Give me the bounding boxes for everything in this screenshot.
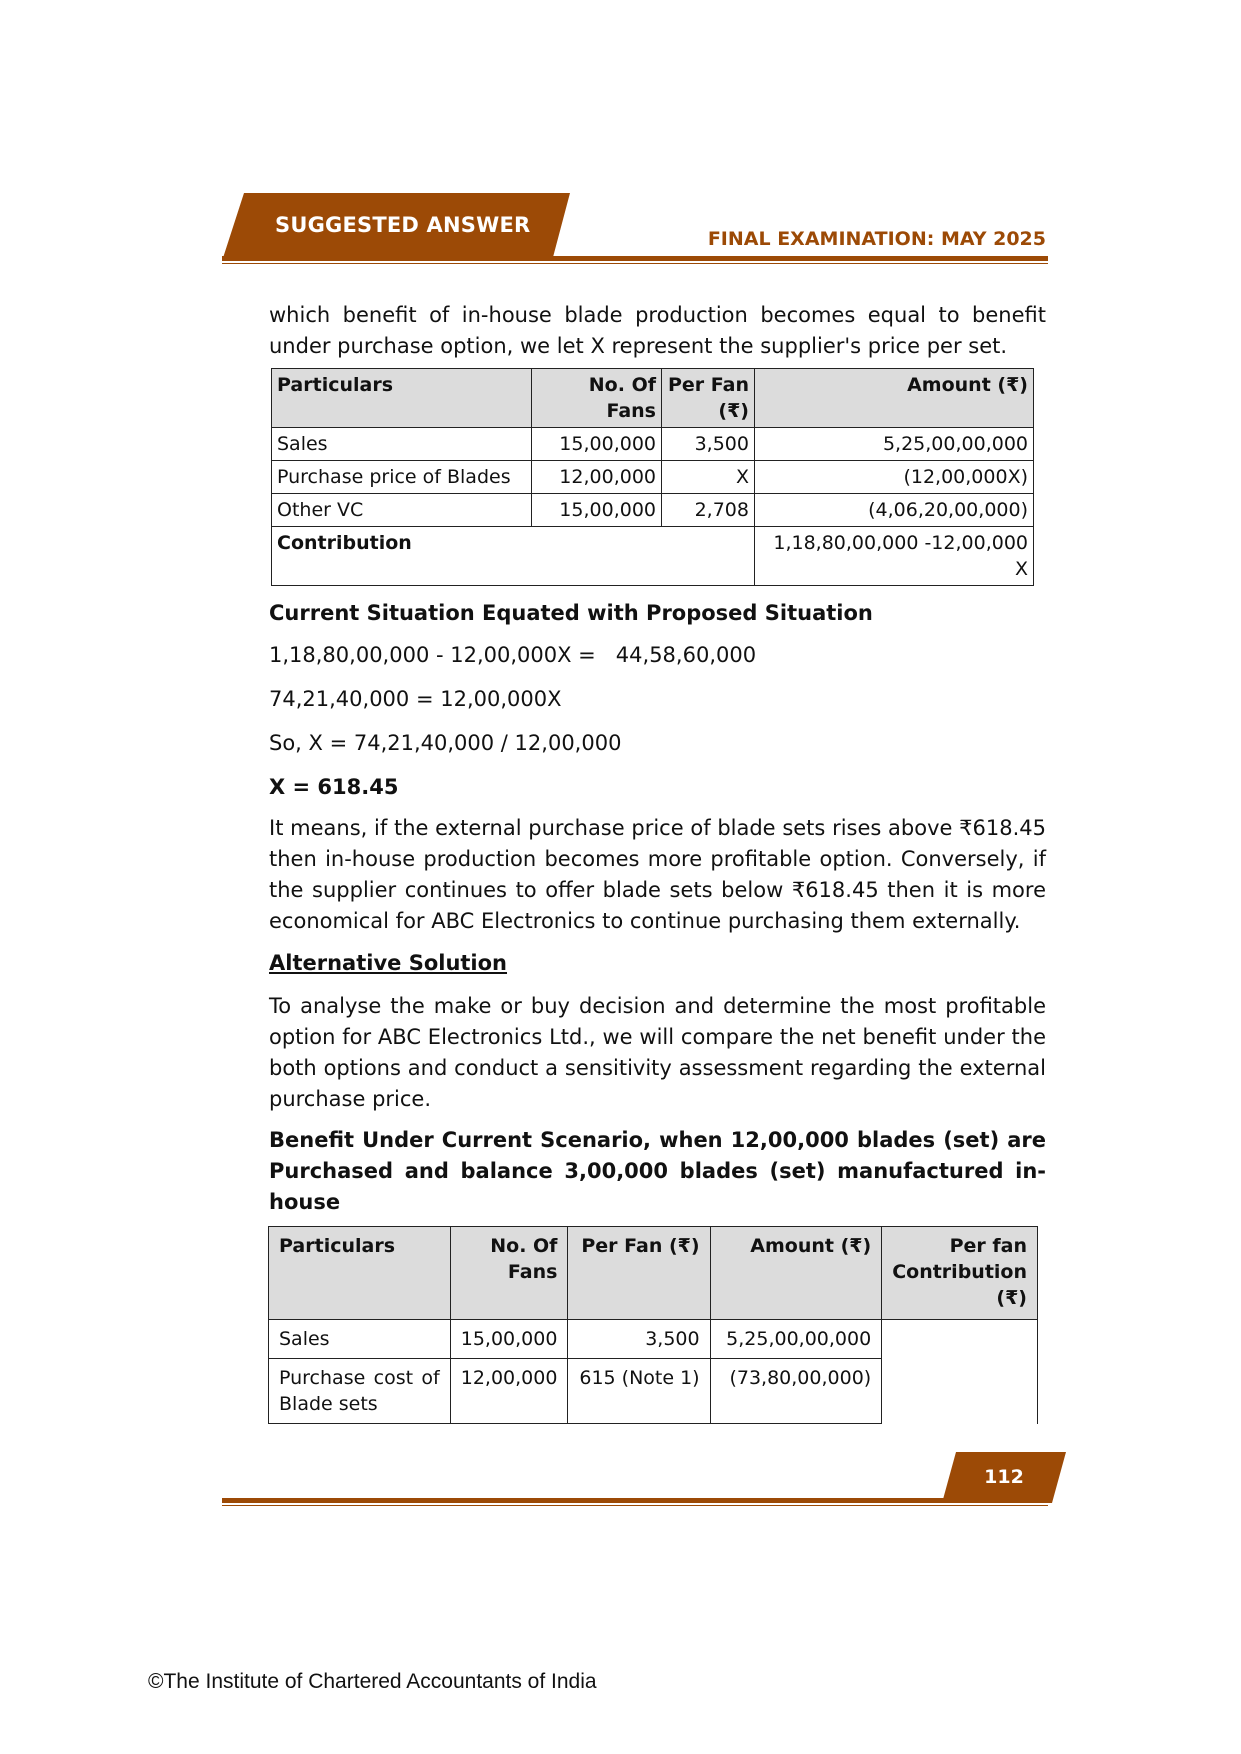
cell: 5,25,00,00,000: [755, 428, 1034, 461]
header-per-fan: Per Fan (₹): [568, 1227, 710, 1320]
cell: (12,00,000X): [755, 461, 1034, 494]
header-rule: [222, 256, 1048, 261]
equation-line: 74,21,40,000 = 12,00,000X: [269, 687, 562, 711]
cell: 615 (Note 1): [568, 1359, 710, 1424]
cell: (4,06,20,00,000): [755, 494, 1034, 527]
intro-paragraph: which benefit of in-house blade production becomes equal to benefit under purchase option, we let X represent the supplier's price per set.: [269, 303, 1046, 358]
alternative-paragraph: To analyse the make or buy decision and determine the most profitable option for ABC Electronics Ltd., we will compare the net benefit under the both options and conduct a sensitivity assessment regarding the external purchase price.: [269, 994, 1046, 1111]
cell: X: [662, 461, 755, 494]
table-header-row: [269, 1227, 1038, 1320]
cell: 15,00,000: [532, 428, 662, 461]
copyright: ©The Institute of Chartered Accountants of India: [148, 1670, 597, 1693]
page-number: 112: [984, 1466, 1024, 1488]
header-per-fan-contribution: Per fan Contribution (₹): [882, 1227, 1038, 1320]
x-result: X = 618.45: [269, 775, 399, 799]
table-current-scenario: [268, 1226, 1038, 1424]
cell: Purchase cost of Blade sets: [269, 1359, 451, 1424]
exam-title: FINAL EXAMINATION: MAY 2025: [707, 228, 1046, 250]
header-rule-thin: [222, 263, 1048, 264]
table-row: [272, 428, 1034, 461]
cell: 3,500: [568, 1320, 710, 1359]
table-row: [272, 461, 1034, 494]
equation-heading: Current Situation Equated with Proposed Situation: [269, 601, 873, 625]
contribution-label: Contribution: [272, 527, 755, 586]
table-header-row: [272, 369, 1034, 428]
cell: Purchase price of Blades: [272, 461, 532, 494]
cell: [882, 1320, 1038, 1424]
contribution-value: 1,18,80,00,000 -12,00,000 X: [755, 527, 1034, 586]
alternative-heading: Alternative Solution: [269, 951, 508, 975]
page-content: [269, 300, 1046, 1424]
cell: 12,00,000: [450, 1359, 568, 1424]
table-row: [272, 494, 1034, 527]
cell: 15,00,000: [450, 1320, 568, 1359]
header-no-of-fans: No. Of Fans: [450, 1227, 568, 1320]
cell: Other VC: [272, 494, 532, 527]
equation-line: 1,18,80,00,000 - 12,00,000X = 44,58,60,000: [269, 643, 757, 667]
header-particulars: Particulars: [269, 1227, 451, 1320]
cell: Sales: [272, 428, 532, 461]
footer-rule-thin: [222, 1505, 1048, 1506]
equation-line: So, X = 74,21,40,000 / 12,00,000: [269, 731, 622, 755]
header-particulars: Particulars: [272, 369, 532, 428]
benefit-heading: Benefit Under Current Scenario, when 12,00,000 blades (set) are Purchased and balance 3,00,000 blades (set) manufactured in-house: [269, 1128, 1046, 1214]
cell: 3,500: [662, 428, 755, 461]
header-no-of-fans: No. Of Fans: [532, 369, 662, 428]
header-per-fan: Per Fan (₹): [662, 369, 755, 428]
header-tab-label: SUGGESTED ANSWER: [275, 213, 531, 237]
footer-rule: [222, 1498, 1048, 1503]
table-row: [269, 1320, 1038, 1359]
cell: Sales: [269, 1320, 451, 1359]
cell: 5,25,00,00,000: [710, 1320, 882, 1359]
table-total-row: [272, 527, 1034, 586]
conclusion-paragraph: It means, if the external purchase price of blade sets rises above ₹618.45 then in-house production becomes more profitable option. Conversely, if the supplier continues to offer blade sets below ₹618.45 then it is more economical for ABC Electronics to continue purchasing them externally.: [269, 816, 1046, 933]
header-amount: Amount (₹): [755, 369, 1034, 428]
cell: 2,708: [662, 494, 755, 527]
table-contribution-proposed: [271, 368, 1034, 586]
header-amount: Amount (₹): [710, 1227, 882, 1320]
cell: 12,00,000: [532, 461, 662, 494]
cell: (73,80,00,000): [710, 1359, 882, 1424]
cell: 15,00,000: [532, 494, 662, 527]
